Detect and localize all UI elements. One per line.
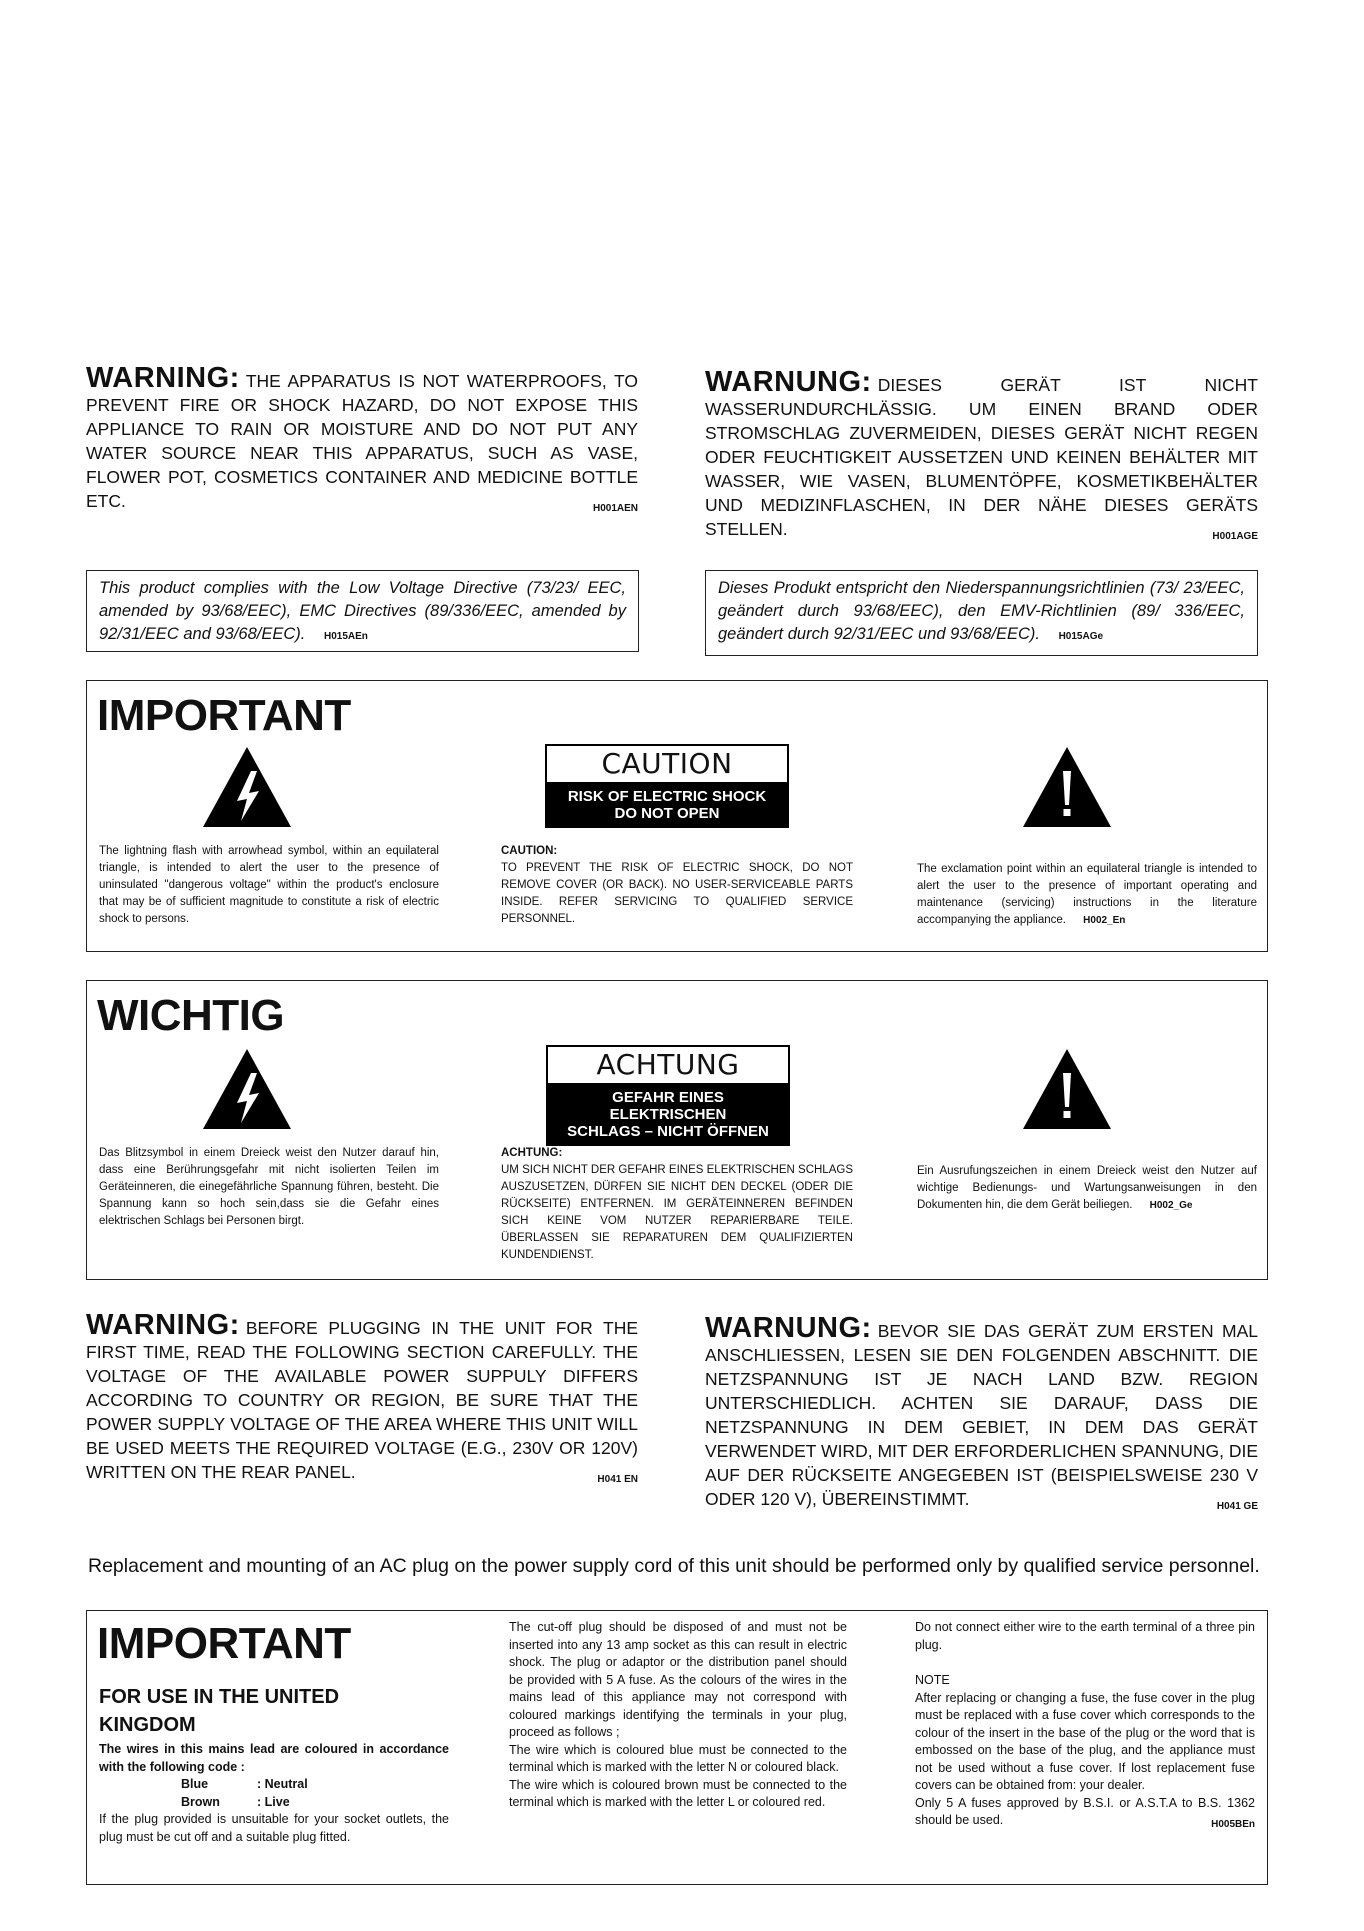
warning-text: DIESES GERÄT IST NICHT WASSERUNDURCHLÄSSIG. UM EINEN BRAND ODER STROMSCHLAG ZUVERMEIDEN, DIESES GERÄT NICHT REGEN ODER FEUCHTIGKEIT AUSSETZEN UND KEINEN BEHÄLTER MIT WASSER, WIE VASEN, BLUMENTÖPFE, KOSMETIKBEHÄLTER UND MEDIZINFLASCHEN, IN DER NÄHE DIESES GERÄTS STELLEN. [705, 375, 1258, 539]
lightning-explanation: The lightning flash with arrowhead symbol, within an equilateral triangle, is intended to alert the user to the presence of uninsulated "dangerous voltage" within the product's enclosure that may be of sufficient magnitude to constitute a risk of electric shock to persons. [99, 845, 439, 925]
section-title: IMPORTANT [97, 1619, 351, 1668]
caution-sign-line: SCHLAGS – NICHT ÖFFNEN [567, 1123, 769, 1140]
important-box-de [86, 980, 1268, 1280]
doc-code: H041 GE [1216, 1501, 1258, 1512]
uk-subtitle: FOR USE IN THE UNITED KINGDOM [99, 1686, 340, 1736]
caution-heading: CAUTION: [501, 845, 558, 857]
warning-heading: WARNUNG: [705, 366, 872, 398]
caution-sign-line: DO NOT OPEN [614, 805, 720, 822]
warning-heading: WARNING: [86, 1309, 240, 1341]
lvd-text: Dieses Produkt entspricht den Niederspannungsrichtlinien (73/ 23/EEC, geändert durch 93/68/EEC), den EMV-Richtlinien (89/ 336/EEC, geändert durch 92/31/EEC und 93/68/EEC). [718, 579, 1245, 643]
caution-sign-title: ACHTUNG [596, 1048, 740, 1081]
wire-role: : Live [257, 1794, 290, 1809]
warning-water-en [86, 362, 638, 521]
doc-code: H015AEn [323, 631, 368, 642]
wire-code-blue [181, 1776, 449, 1794]
exclamation-explanation [917, 861, 1257, 929]
blue-wire-text: The wire which is coloured blue must be connected to the terminal which is marked with the letter N or coloured black. [509, 1742, 847, 1774]
important-box-uk [86, 1610, 1268, 1885]
lvd-notice-de [705, 570, 1258, 656]
doc-code: H001AEN [592, 503, 638, 514]
wire-code-brown [181, 1794, 449, 1812]
fuse-cover-text: After replacing or changing a fuse, the fuse cover in the plug must be replaced with a fuse cover which corresponds to the colour of the insert in the base of the plug or the word that is embossed on the base of the plug, and the appliance must not be used without a fuse cover. If lost replacement fuse covers can be obtained from: your dealer. [915, 1690, 1255, 1792]
warning-text: THE APPARATUS IS NOT WATERPROOFS, TO PREVENT FIRE OR SHOCK HAZARD, DO NOT EXPOSE THIS APPLIANCE TO RAIN OR MOISTURE AND DO NOT PUT ANY WATER SOURCE NEAR THIS APPARATUS, SUCH AS VASE, FLOWER POT, COSMETICS CONTAINER AND MEDICINE BOTTLE ETC. [86, 371, 638, 511]
caution-sign [546, 1045, 790, 1146]
uk-column-1 [99, 1741, 449, 1846]
warning-text: BEVOR SIE DAS GERÄT ZUM ERSTEN MAL ANSCHLIESSEN, LESEN SIE DEN FOLGENDEN ABSCHNITT. DIE NETZSPANNUNG IST JE NACH LAND BZW. REGION UNTERSCHIEDLICH. ACHTEN SIE DARAUF, DASS DIE NETZSPANNUNG IN DEM GEBIET, IN DEM DAS GERÄT VERWENDET WIRD, MIT DER ERFORDERLICHEN SPANNUNG, DIE AUF DER RÜCKSEITE ANGEGEBEN IST (BEISPIELSWEISE 230 V ODER 120 V), ÜBEREINSTIMMT. [705, 1321, 1258, 1509]
warning-text: BEFORE PLUGGING IN THE UNIT FOR THE FIRST TIME, READ THE FOLLOWING SECTION CAREFULLY. THE VOLTAGE OF THE AVAILABLE POWER SUPPULY DIFFERS ACCORDING TO COUNTRY OR REGION, BE SURE THAT THE POWER SUPPLY VOLTAGE OF THE AREA WHERE THIS UNIT WILL BE USED MEETS THE REQUIRED VOLTAGE (E.G., 230V OR 120V) WRITTEN ON THE REAR PANEL. [86, 1318, 638, 1482]
warning-voltage-de [705, 1312, 1258, 1519]
approved-fuses-label: Only 5 A fuses approved by B.S.I. or A.S.T.A to B.S. 1362 should be used. [915, 1795, 1255, 1827]
wire-colour: Blue [181, 1777, 209, 1791]
cut-off-plug-text: The cut-off plug should be disposed of and must not be inserted into any 13 amp socket as this can result in electric shock. The plug or adaptor or the distribution panel should be provided with 5 A fuse. As the colours of the wires in the mains lead of this appliance may not correspond with coloured markings identifying the terminals in your plug, proceed as follows ; [509, 1620, 847, 1739]
section-title: IMPORTANT [97, 691, 351, 740]
caution-text: UM SICH NICHT DER GEFAHR EINES ELEKTRISCHEN SCHLAGS AUSZUSETZEN, DÜRFEN SIE NICHT DEN DECKEL (ODER DIE RÜCKSEITE) ENTFERNEN. IM GERÄTEINNEREN BEFINDEN SICH KEINE VOM NUTZER REPARIERBARE TEILE. ÜBERLASSEN SIE REPARATUREN DEM QUALIFIZIERTEN KUNDENDIENST. [501, 1164, 853, 1261]
exclamation-text: Ein Ausrufungszeichen in einem Dreieck weist den Nutzer auf wichtige Bedienungs- und Wartungsanweisungen in den Dokumenten hin, die dem Gerät beiliegen. [917, 1165, 1257, 1211]
earth-terminal-text: Do not connect either wire to the earth terminal of a three pin plug. [915, 1620, 1255, 1652]
lightning-warning-icon [201, 1047, 293, 1131]
caution-block [501, 1145, 853, 1264]
lightning-warning-icon [201, 745, 293, 829]
doc-code: H041 EN [597, 1474, 638, 1485]
uk-column-3 [915, 1619, 1255, 1834]
doc-code: H015AGe [1058, 631, 1104, 642]
caution-heading: ACHTUNG: [501, 1147, 563, 1159]
important-box-en [86, 680, 1268, 952]
caution-sign-subtitle [547, 782, 787, 826]
exclamation-warning-icon [1021, 745, 1113, 829]
uk-column-2 [509, 1619, 847, 1812]
exclamation-explanation [917, 1163, 1257, 1214]
lvd-notice-en [86, 570, 639, 652]
doc-code: H005BEn [1211, 1819, 1255, 1830]
wire-colour: Brown [181, 1794, 220, 1809]
warning-heading: WARNUNG: [705, 1312, 872, 1344]
plug-unsuitable-text: If the plug provided is unsuitable for your socket outlets, the plug must be cut off and a suitable plug fitted. [99, 1812, 449, 1844]
warning-voltage-en [86, 1309, 638, 1492]
replacement-notice: Replacement and mounting of an AC plug on the power supply cord of this unit should be performed only by qualified service personnel. [88, 1555, 1260, 1577]
caution-sign-line: GEFAHR EINES ELEKTRISCHEN [609, 1089, 727, 1123]
warning-water-de [705, 366, 1258, 549]
caution-text: TO PREVENT THE RISK OF ELECTRIC SHOCK, DO NOT REMOVE COVER (OR BACK). NO USER-SERVICEABLE PARTS INSIDE. REFER SERVICING TO QUALIFIED SERVICE PERSONNEL. [501, 862, 853, 925]
section-title: WICHTIG [97, 991, 285, 1040]
caution-sign-title: CAUTION [601, 747, 733, 780]
exclamation-text: The exclamation point within an equilateral triangle is intended to alert the user to the presence of important operating and maintenance (servicing) instructions in the literature accompanying the appliance. [917, 863, 1257, 926]
lightning-explanation: Das Blitzsymbol in einem Dreieck weist den Nutzer darauf hin, dass eine Berührungsgefahr mit nicht isolierten Teilen im Geräteinneren, die einegefährliche Spannung führen, besteht. Die Spannung kann so hoch sein,dass sie die Gefahr eines elektrischen Schlags bei Personen birgt. [99, 1147, 439, 1227]
caution-sign-subtitle [548, 1083, 788, 1144]
note-heading: NOTE [915, 1673, 950, 1687]
warning-heading: WARNING: [86, 362, 240, 394]
doc-code: H001AGE [1212, 531, 1258, 542]
doc-code: H002_Ge [1149, 1200, 1193, 1211]
wires-intro: The wires in this mains lead are coloured in accordance with the following code : [99, 1742, 449, 1774]
caution-sign [545, 744, 789, 828]
wire-role: : Neutral [257, 1777, 308, 1791]
doc-code: H002_En [1083, 915, 1126, 926]
lvd-text: This product complies with the Low Voltage Directive (73/23/ EEC, amended by 93/68/EEC), EMC Directives (89/336/EEC, amended by 92/31/EEC and 93/68/EEC). [99, 579, 626, 643]
exclamation-warning-icon [1021, 1047, 1113, 1131]
caution-sign-line: RISK OF ELECTRIC SHOCK [567, 788, 767, 805]
caution-block [501, 843, 853, 928]
brown-wire-text: The wire which is coloured brown must be connected to the terminal which is marked with the letter L or coloured red. [509, 1777, 847, 1809]
approved-fuses-text [915, 1795, 1255, 1830]
